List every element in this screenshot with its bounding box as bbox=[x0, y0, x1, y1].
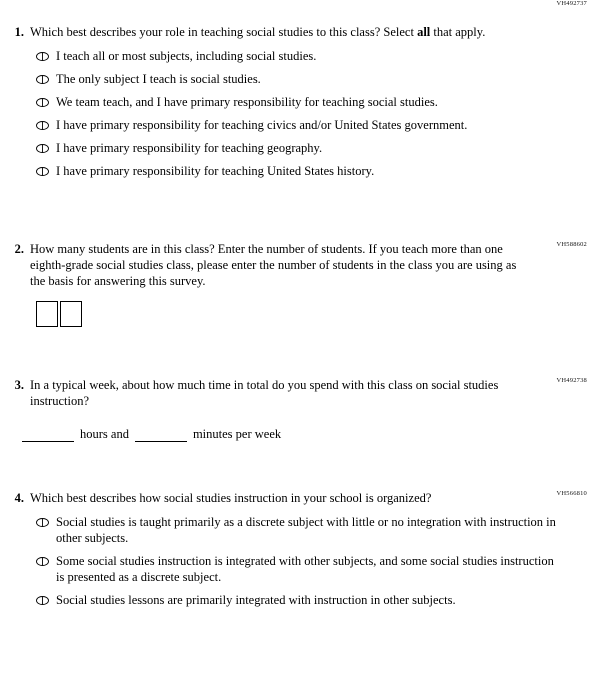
option-label: I have primary responsibility for teaching United States history. bbox=[56, 164, 375, 178]
radio-bubble-icon[interactable] bbox=[36, 163, 51, 176]
student-count-entry[interactable] bbox=[36, 301, 587, 327]
option-row[interactable] bbox=[36, 163, 587, 179]
question-id-3: VH492738 bbox=[556, 377, 587, 384]
digit-box-2[interactable] bbox=[60, 301, 82, 327]
question-block-3 bbox=[8, 377, 587, 442]
question-text-2: How many students are in this class? Enter the number of students. If you teach more than one eighth-grade social studies class, please enter the number of students in the class you are using as the basis for answering this survey. bbox=[30, 242, 517, 288]
option-label: Social studies is taught primarily as a discrete subject with little or no integration with instruction in other subjects. bbox=[56, 515, 556, 545]
minutes-label: minutes per week bbox=[192, 427, 282, 441]
radio-bubble-icon[interactable] bbox=[36, 592, 51, 605]
options-list-4 bbox=[36, 514, 587, 608]
question-id-1: VH492737 bbox=[556, 0, 587, 7]
option-label: Some social studies instruction is integrated with other subjects, and some social studies instruction is presented as a discrete subject. bbox=[56, 554, 554, 584]
option-label: Social studies lessons are primarily integrated with instruction in other subjects. bbox=[56, 593, 456, 607]
option-label: I teach all or most subjects, including social studies. bbox=[56, 49, 317, 63]
hours-label: hours and bbox=[80, 427, 129, 441]
option-row[interactable] bbox=[36, 514, 587, 546]
option-row[interactable] bbox=[36, 94, 587, 110]
question-text-1 bbox=[30, 24, 485, 40]
time-entry-row bbox=[22, 426, 587, 442]
option-row[interactable] bbox=[36, 140, 587, 156]
question-block-4 bbox=[8, 490, 587, 608]
question-number-4: 4. bbox=[14, 491, 24, 505]
question-number-1: 1. bbox=[14, 25, 24, 39]
question-block-1 bbox=[8, 0, 587, 179]
question-id-4: VH566810 bbox=[556, 490, 587, 497]
option-label: I have primary responsibility for teaching geography. bbox=[56, 141, 323, 155]
option-label: I have primary responsibility for teaching civics and/or United States government. bbox=[56, 118, 468, 132]
radio-bubble-icon[interactable] bbox=[36, 117, 51, 130]
option-row[interactable] bbox=[36, 48, 587, 64]
radio-bubble-icon[interactable] bbox=[36, 140, 51, 153]
question-block-2 bbox=[8, 241, 587, 327]
option-row[interactable] bbox=[36, 71, 587, 87]
radio-bubble-icon[interactable] bbox=[36, 514, 51, 527]
radio-bubble-icon[interactable] bbox=[36, 71, 51, 84]
digit-box-1[interactable] bbox=[36, 301, 58, 327]
question-text-4: Which best describes how social studies instruction in your school is organized? bbox=[30, 491, 432, 505]
option-row[interactable] bbox=[36, 592, 587, 608]
question-text-3: In a typical week, about how much time in total do you spend with this class on social studies instruction? bbox=[30, 378, 499, 408]
minutes-input[interactable] bbox=[135, 429, 187, 442]
radio-bubble-icon[interactable] bbox=[36, 48, 51, 61]
question-text-1-pre: Which best describes your role in teaching social studies to this class? Select bbox=[30, 25, 418, 39]
option-row[interactable] bbox=[36, 117, 587, 133]
option-row[interactable] bbox=[36, 553, 587, 585]
question-number-2: 2. bbox=[14, 242, 24, 256]
radio-bubble-icon[interactable] bbox=[36, 553, 51, 566]
hours-input[interactable] bbox=[22, 429, 74, 442]
options-list-1 bbox=[36, 48, 587, 179]
option-label: The only subject I teach is social studies. bbox=[56, 72, 261, 86]
question-id-2: VH588602 bbox=[556, 241, 587, 248]
option-label: We team teach, and I have primary responsibility for teaching social studies. bbox=[56, 95, 438, 109]
question-text-1-emphasis: all bbox=[417, 25, 431, 39]
question-text-1-post: that apply. bbox=[430, 25, 486, 39]
radio-bubble-icon[interactable] bbox=[36, 94, 51, 107]
question-number-3: 3. bbox=[14, 378, 24, 392]
